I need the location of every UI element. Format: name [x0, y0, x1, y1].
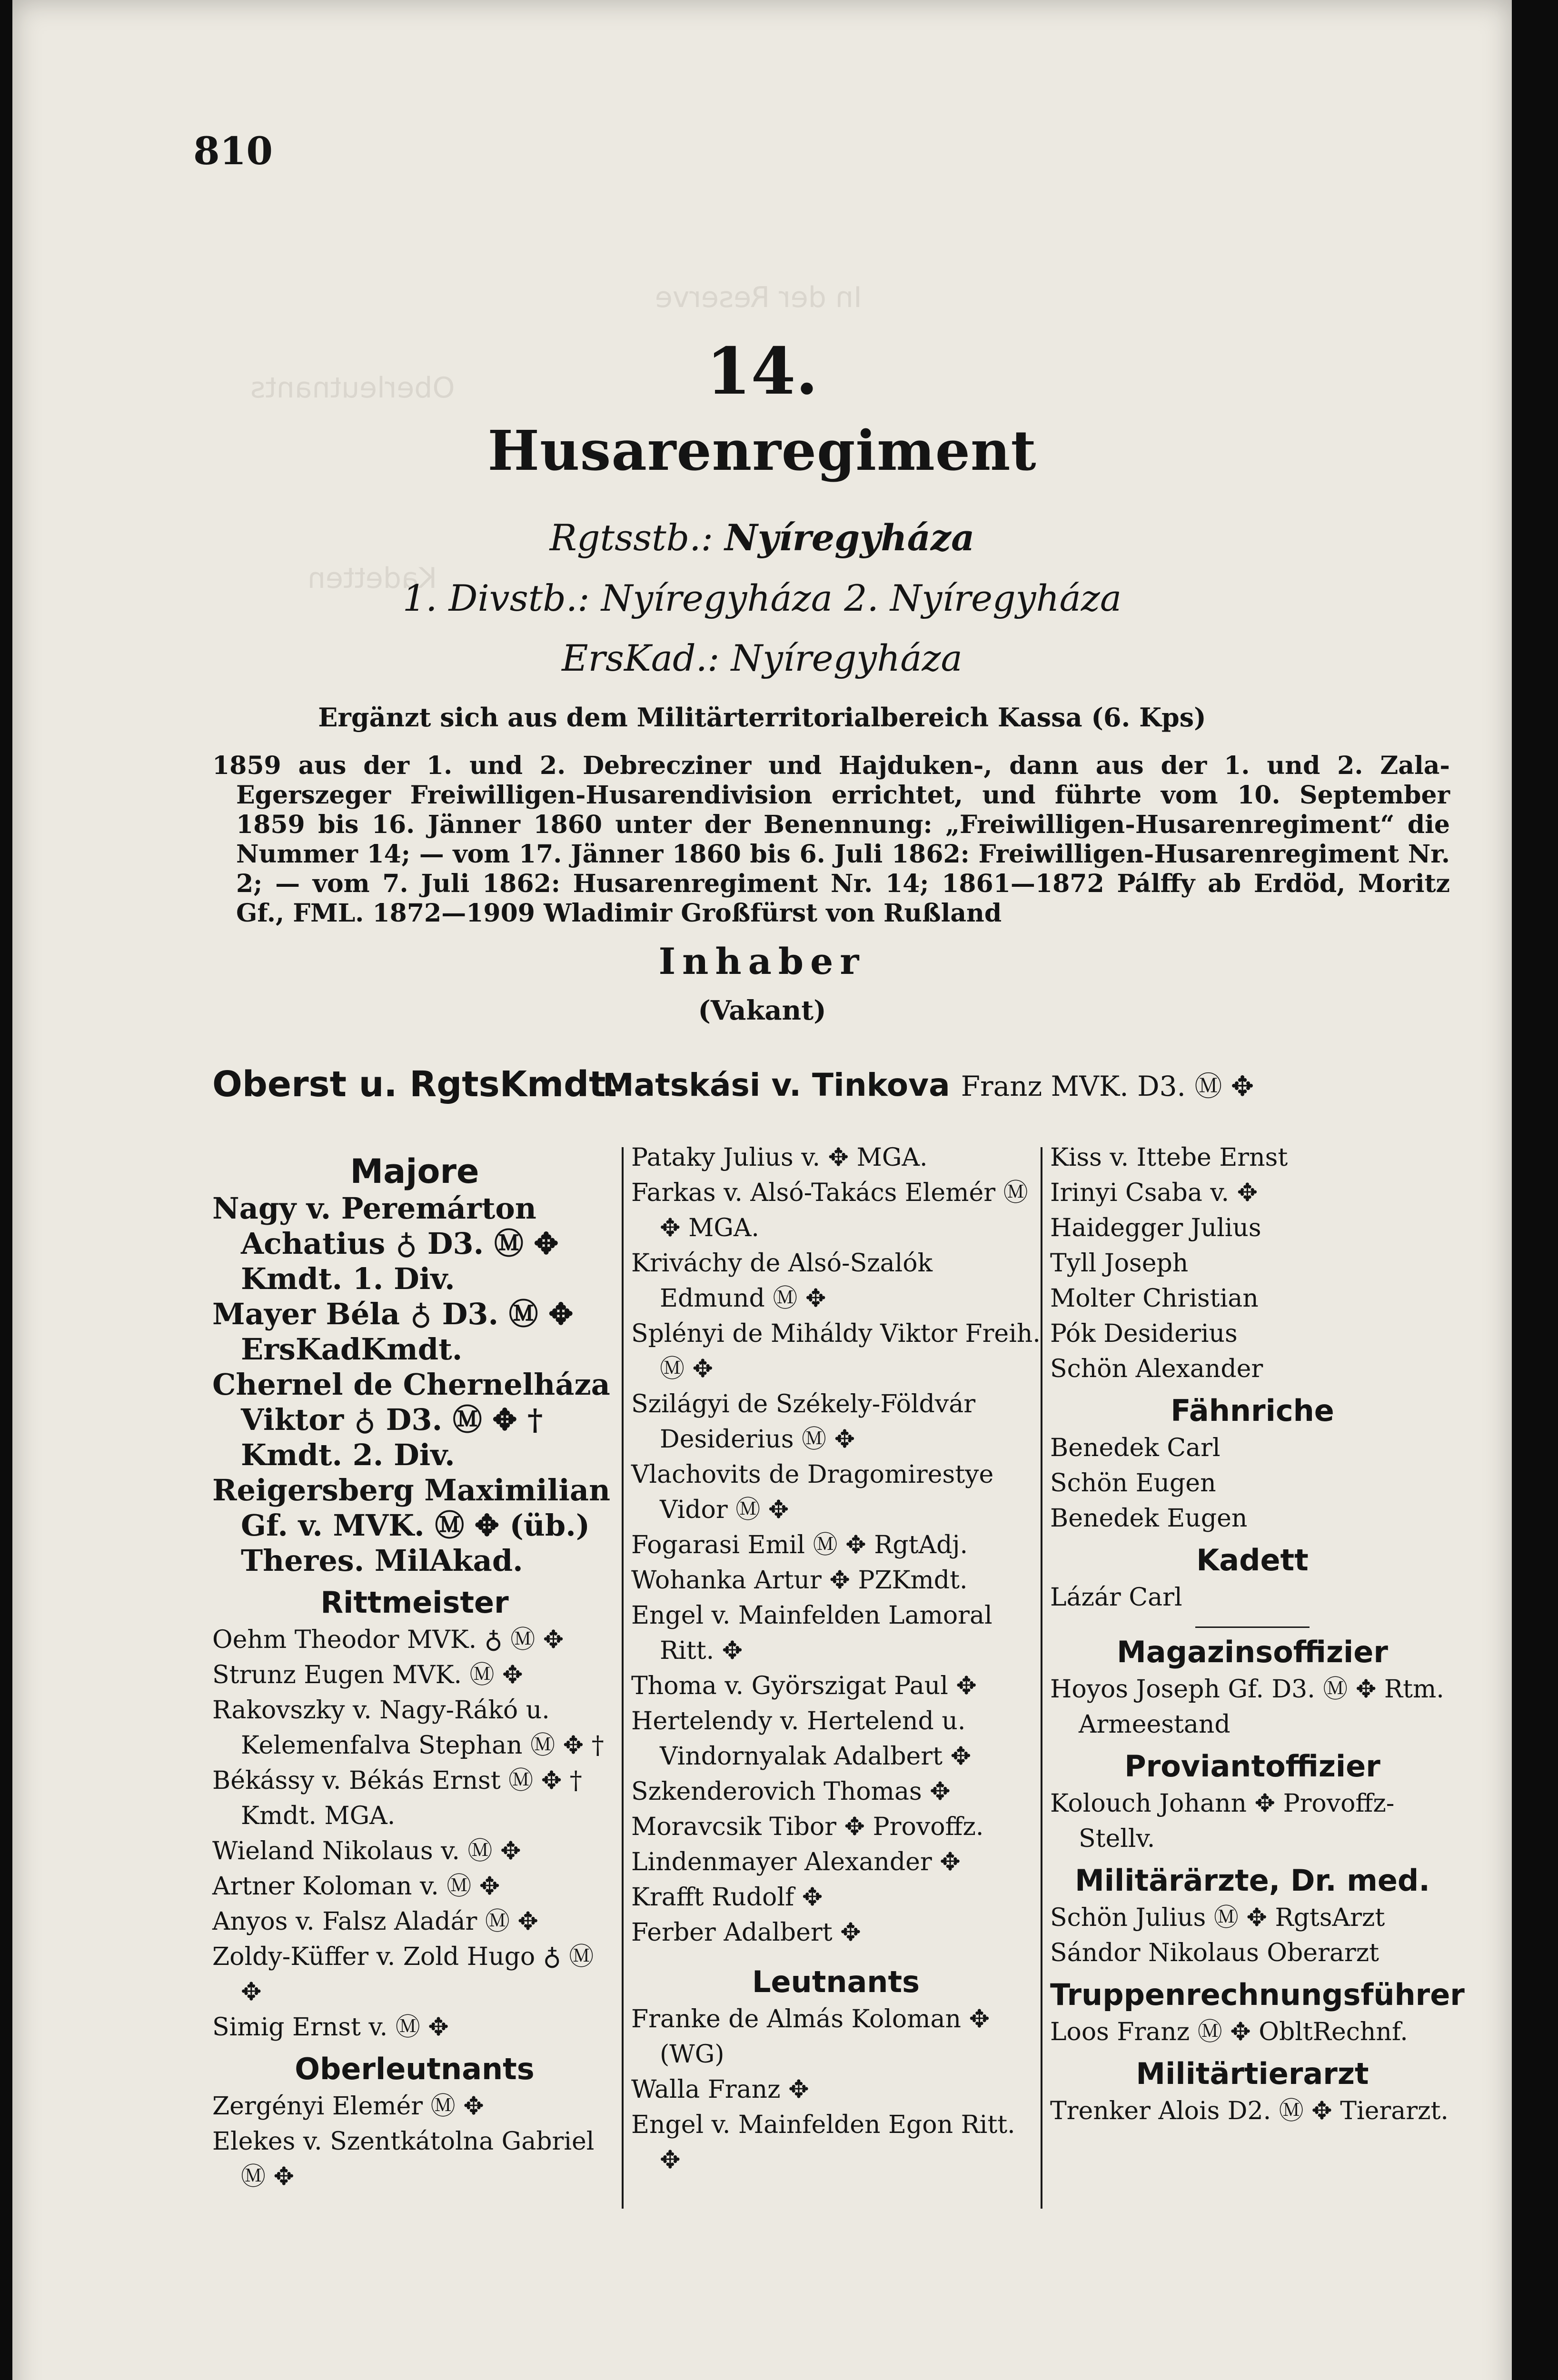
column-2 — [631, 1140, 1041, 2178]
list-item: Szilágyi de Székely-Földvár Desiderius Ⓜ ✥ — [631, 1390, 976, 1454]
list-item: Benedek Carl — [1050, 1434, 1221, 1462]
magazin-heading: Magazinsoffizier — [1117, 1635, 1388, 1669]
list-item: Schön Eugen — [1050, 1469, 1216, 1497]
bleed-through: Kadetten — [308, 562, 437, 595]
list-item: Nagy v. Peremárton Achatius ♁ D3. Ⓜ ✥ Kmdt. 1. Div. — [212, 1191, 559, 1296]
list-item: Engel v. Mainfelden Egon Ritt. ✥ — [631, 2111, 1015, 2174]
ersatz-cadre-value: Nyíregyháza — [731, 637, 963, 679]
inhaber-value: (Vakant) — [698, 995, 826, 1026]
list-item: Trenker Alois D2. Ⓜ ✥ Tierarzt. — [1050, 2097, 1449, 2125]
list-item: Zoldy-Küffer v. Zold Hugo ♁ Ⓜ ✥ — [212, 1943, 594, 2006]
list-item: Engel v. Mainfelden Lamoral Ritt. ✥ — [631, 1601, 992, 1665]
list-item: Elekes v. Szentkátolna Gabriel Ⓜ ✥ — [212, 2127, 595, 2191]
kadett-heading: Kadett — [1196, 1543, 1309, 1577]
list-item: Kiss v. Ittebe Ernst — [1050, 1143, 1288, 1172]
list-item: Zergényi Elemér Ⓜ ✥ — [212, 2092, 484, 2121]
list-item: Wohanka Artur ✥ PZKmdt. — [631, 1566, 968, 1595]
commander-entry — [603, 1064, 1254, 1104]
regiment-name: Husarenregiment — [487, 419, 1037, 483]
list-item: Moravcsik Tibor ✥ Provoffz. — [631, 1813, 984, 1841]
list-item: Franke de Almás Koloman ✥ (WG) — [631, 2005, 990, 2069]
list-item: Hertelendy v. Hertelend u. Vindornyalak Adalbert ✥ — [631, 1707, 972, 1771]
list-item: Wieland Nikolaus v. Ⓜ ✥ — [212, 1837, 521, 1865]
column-divider — [1041, 1147, 1042, 2209]
list-item: Anyos v. Falsz Aladár Ⓜ ✥ — [212, 1907, 538, 1936]
list-item: Pataky Julius v. ✥ MGA. — [631, 1143, 928, 1172]
list-item: Fogarasi Emil Ⓜ ✥ RgtAdj. — [631, 1531, 968, 1559]
inhaber-heading: Inhaber — [658, 940, 866, 982]
list-item: Schön Julius Ⓜ ✥ RgtsArzt — [1050, 1904, 1385, 1932]
tierarzt-heading: Militärtierarzt — [1136, 2056, 1369, 2091]
list-item: Reigersberg Maximilian Gf. v. MVK. Ⓜ ✥ (üb.) Theres. MilAkad. — [212, 1473, 611, 1578]
oberleutnants-heading: Oberleutnants — [295, 2052, 535, 2086]
page-number: 810 — [193, 129, 273, 173]
list-item: Strunz Eugen MVK. Ⓜ ✥ — [212, 1661, 523, 1689]
document-page — [12, 0, 1512, 2380]
list-item: Splényi de Miháldy Viktor Freih. Ⓜ ✥ — [631, 1319, 1041, 1383]
rittmeister-heading: Rittmeister — [320, 1585, 509, 1620]
list-item: Vlachovits de Dragomirestye Vidor Ⓜ ✥ — [631, 1460, 994, 1524]
list-item: Sándor Nikolaus Oberarzt — [1050, 1939, 1379, 1967]
list-item: Kriváchy de Alsó-Szalók Edmund Ⓜ ✥ — [631, 1249, 933, 1313]
list-item: Tyll Joseph — [1050, 1249, 1189, 1278]
regiment-staff-value: Nyíregyháza — [724, 516, 975, 559]
commander-name: Matskási v. Tinkova — [603, 1067, 950, 1103]
list-item: Lindenmayer Alexander ✥ — [631, 1848, 961, 1876]
column-3 — [1050, 1140, 1465, 2129]
list-item: Walla Franz ✥ — [631, 2075, 809, 2104]
list-item: Farkas v. Alsó-Takács Elemér Ⓜ ✥ MGA. — [631, 1179, 1028, 1242]
regiment-number: 14. — [706, 333, 818, 409]
proviant-heading: Proviantoffizier — [1124, 1749, 1380, 1784]
division-staff: 1. Divstb.: Nyíregyháza 2. Nyíregyháza — [402, 577, 1122, 619]
leutnants-heading: Leutnants — [752, 1964, 920, 1999]
rechnung-heading: Truppenrechnungsführer — [1050, 1977, 1465, 2012]
ersatz-cadre — [12, 637, 1512, 679]
list-item: Artner Koloman v. Ⓜ ✥ — [212, 1872, 500, 1901]
list-item: Haidegger Julius — [1050, 1214, 1261, 1242]
commander-details: Franz MVK. D3. Ⓜ ✥ — [961, 1070, 1254, 1102]
bleed-through: In der Reserve — [655, 281, 862, 314]
aerzte-heading: Militärärzte, Dr. med. — [1075, 1863, 1430, 1898]
regiment-staff-label: Rgtsstb.: — [549, 516, 714, 559]
list-item: Hoyos Joseph Gf. D3. Ⓜ ✥ Rtm. Armeestand — [1050, 1675, 1444, 1739]
recruitment-district: Ergänzt sich aus dem Militärterritorialbereich Kassa (6. Kps) — [318, 702, 1206, 733]
list-item: Lázár Carl — [1050, 1583, 1182, 1612]
regiment-staff — [12, 516, 1512, 559]
list-item: Molter Christian — [1050, 1284, 1259, 1313]
list-item: Ferber Adalbert ✥ — [631, 1918, 861, 1947]
list-item: Kolouch Johann ✥ Provoffz-Stellv. — [1050, 1789, 1395, 1853]
majore-heading: Majore — [350, 1152, 479, 1191]
section-rule — [1195, 1626, 1310, 1628]
list-item: Szkenderovich Thomas ✥ — [631, 1777, 951, 1806]
list-item: Rakovszky v. Nagy-Rákó u. Kelemenfalva Stephan Ⓜ ✥ † — [212, 1696, 604, 1760]
list-item: Mayer Béla ♁ D3. Ⓜ ✥ ErsKadKmdt. — [212, 1297, 574, 1367]
list-item: Loos Franz Ⓜ ✥ ObltRechnf. — [1050, 2018, 1408, 2046]
list-item: Chernel de Chernelháza Viktor ♁ D3. Ⓜ ✥ † Kmdt. 2. Div. — [212, 1367, 610, 1472]
faehnriche-heading: Fähnriche — [1171, 1393, 1334, 1428]
list-item: Schön Alexander — [1050, 1355, 1263, 1383]
list-item: Benedek Eugen — [1050, 1504, 1248, 1533]
column-divider — [622, 1147, 624, 2209]
list-item: Pók Desiderius — [1050, 1319, 1238, 1348]
list-item: Irinyi Csaba v. ✥ — [1050, 1179, 1258, 1207]
regiment-history — [212, 751, 1450, 928]
ersatz-cadre-label: ErsKad.: — [562, 637, 720, 679]
bleed-through: Oberleutnants — [250, 371, 455, 405]
list-item: Simig Ernst v. Ⓜ ✥ — [212, 2013, 449, 2042]
regiment-history-text: 1859 aus der 1. und 2. Debrecziner und Hajduken-, dann aus der 1. und 2. Zala-Egerszeger Freiwilligen-Husarendivision errichtet, und führte vom 10. September 1859 bis 16. Jänner 1860 unter der Benennung: „Freiwilligen-Husarenregiment“ die Nummer 14; — vom 17. Jänner 1860 bis 6. Juli 1862: Freiwilligen-Husarenregiment Nr. 2; — vom 7. Juli 1862: Husarenregiment Nr. 14; 1861—1872 Pálffy ab Erdöd, Moritz Gf., FML. 1872—1909 Wladimir Großfürst von Rußland — [212, 751, 1450, 928]
commander-label: Oberst u. RgtsKmdt. — [212, 1064, 619, 1105]
list-item: Krafft Rudolf ✥ — [631, 1883, 823, 1912]
list-item: Oehm Theodor MVK. ♁ Ⓜ ✥ — [212, 1626, 564, 1654]
column-1 — [212, 1147, 617, 2194]
list-item: Békássy v. Békás Ernst Ⓜ ✥ † Kmdt. MGA. — [212, 1766, 582, 1830]
list-item: Thoma v. Györszigat Paul ✥ — [631, 1672, 977, 1700]
